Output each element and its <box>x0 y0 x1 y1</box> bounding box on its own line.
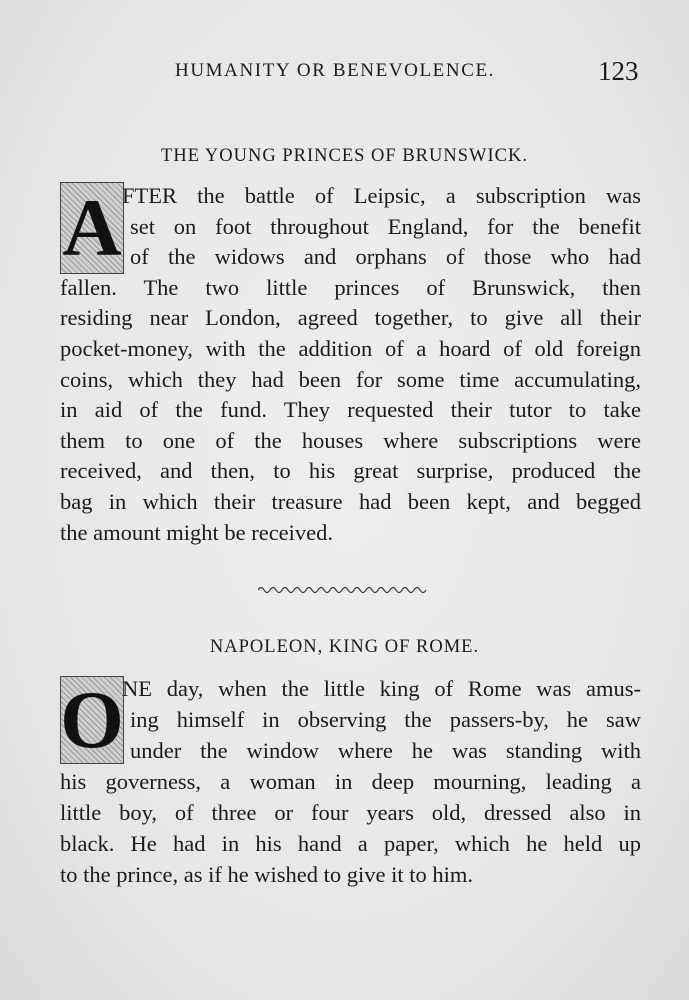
text-line-content: under the window where he was standing with <box>130 738 641 763</box>
text-line <box>60 798 641 828</box>
text-line <box>60 518 641 548</box>
section-title: NAPOLEON, KING OF ROME. <box>209 637 480 657</box>
text-line <box>60 487 641 517</box>
text-line-content: them to one of the houses where subscriptions were <box>60 427 641 453</box>
text-line-content: his governess, a woman in deep mourning, leading a <box>60 769 641 794</box>
text-line-content: the amount might be received. <box>60 519 334 545</box>
text-line <box>122 674 641 704</box>
text-line <box>130 212 641 242</box>
drop-cap-letter: O <box>60 674 124 765</box>
text-line-content: residing near London, agreed together, to give all their <box>60 305 641 331</box>
drop-cap-letter: A <box>62 182 122 273</box>
drop-cap-ornament <box>60 182 124 274</box>
text-line-content: received, and then, to his great surprise, produced the <box>60 458 641 484</box>
text-line-content: ing himself in observing the passers-by, he saw <box>130 707 641 732</box>
running-header: HUMANITY OR BENEVOLENCE. <box>175 60 496 81</box>
text-line-content: pocket-money, with the addition of a hoard of old foreign <box>60 336 641 361</box>
text-line <box>130 242 641 272</box>
text-line <box>130 705 641 735</box>
text-line <box>60 767 641 797</box>
text-line-content: bag in which their treasure had been kept, and begged <box>60 489 641 514</box>
text-line <box>60 365 641 395</box>
text-line <box>60 303 641 333</box>
text-line-content: FTER the battle of Leipsic, a subscription was <box>122 183 641 208</box>
text-line-content: in aid of the fund. They requested their tutor to take <box>60 397 641 423</box>
text-line-content: fallen. The two little princes of Brunswick, then <box>60 274 641 300</box>
drop-cap-ornament <box>60 676 124 764</box>
text-line <box>60 860 641 890</box>
text-line <box>60 334 641 364</box>
text-line-content: of the widows and orphans of those who had <box>130 244 641 270</box>
text-line-content: coins, which they had been for some time accumulating, <box>60 366 641 392</box>
text-line <box>60 273 641 303</box>
text-line-content: NE day, when the little king of Rome was amus- <box>122 676 641 701</box>
text-line <box>60 395 641 425</box>
text-line <box>122 181 641 211</box>
text-line-content: black. He had in his hand a paper, which he held up <box>60 831 641 856</box>
text-line <box>60 829 641 859</box>
section-title: THE YOUNG PRINCES OF BRUNSWICK. <box>161 146 528 166</box>
page-number: 123 <box>598 56 639 86</box>
text-line-content: set on foot throughout England, for the benefit <box>130 213 641 239</box>
text-line <box>60 456 641 486</box>
section-divider-ornament <box>258 584 430 596</box>
text-line-content: little boy, of three or four years old, dressed also in <box>60 800 641 825</box>
text-line <box>130 736 641 766</box>
text-line-content: to the prince, as if he wished to give it to him. <box>60 862 474 887</box>
text-line <box>60 426 641 456</box>
